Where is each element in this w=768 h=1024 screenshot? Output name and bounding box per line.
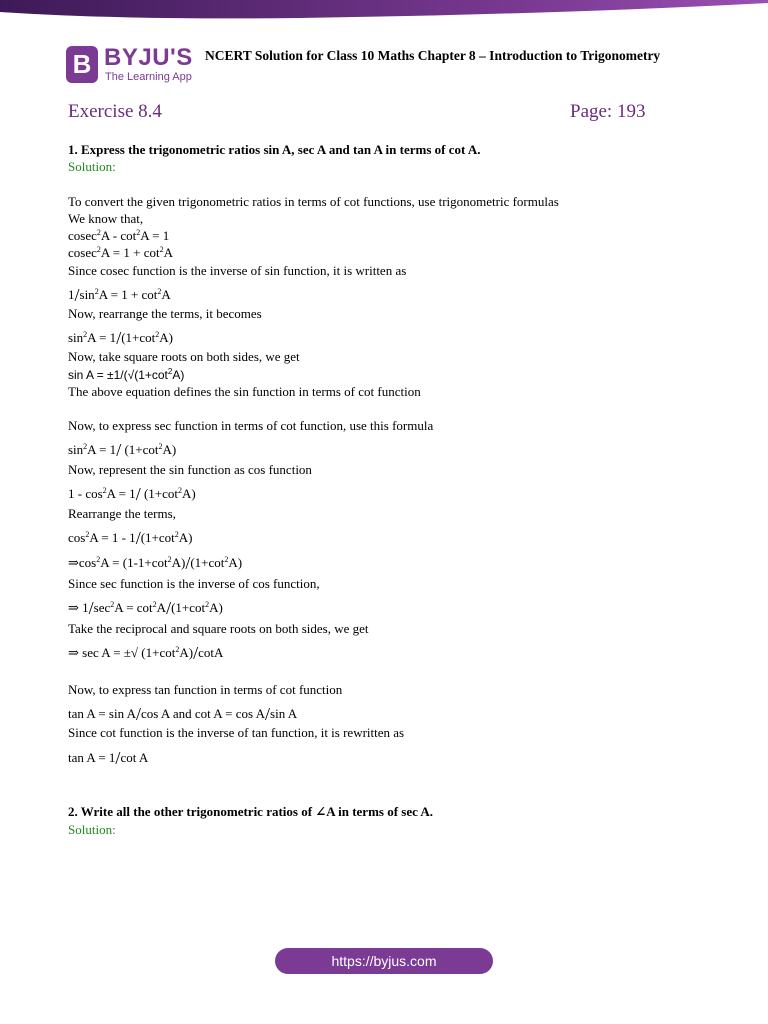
text-line: Since cosec function is the inverse of sin function, it is written as	[68, 263, 407, 278]
equation-line: $1 - \cos^2A = 1/$ $(1+\cot^2A)$	[68, 484, 196, 504]
equation-line: $\cos^2A = 1 - 1/(1+\cot^2A)$	[68, 528, 193, 548]
logo-mark: B	[66, 46, 98, 83]
footer-url-link[interactable]: https://byjus.com	[275, 948, 493, 974]
text-line: Now, rearrange the terms, it becomes	[68, 306, 262, 321]
logo-tagline: The Learning App	[105, 71, 192, 83]
text-line: Now, take square roots on both sides, we get	[68, 349, 300, 364]
text-line: Now, represent the sin function as cos function	[68, 462, 312, 477]
equation-line: $cosec^2A - \cot^2A = 1$	[68, 228, 170, 243]
question-1: 1. Express the trigonometric ratios sin A, sec A and tan A in terms of cot A.	[68, 142, 481, 157]
solution-label-2: Solution:	[68, 822, 116, 837]
equation-line: tan A = 1/cot A	[68, 748, 149, 768]
text-line: Now, to express sec function in terms of cot function, use this formula	[68, 418, 434, 433]
top-decorative-band	[0, 0, 768, 22]
text-line: We know that,	[68, 211, 144, 226]
equation-line: $\sin^2A = 1/$ $(1+\cot^2A)$	[68, 440, 177, 460]
equation-line: ⇒ sec A = ±√ $(1+\cot^2A)$/cotA	[68, 643, 224, 663]
equation-line: ⇒ $1/\sec^2A = \cot^2A/(1+\cot^2A)$	[68, 598, 223, 618]
question-2: 2. Write all the other trigonometric ratios of ∠A in terms of sec A.	[68, 804, 434, 819]
text-line: Now, to express tan function in terms of cot function	[68, 682, 343, 697]
text-line: Since sec function is the inverse of cos function,	[68, 576, 320, 591]
text-line: Take the reciprocal and square roots on both sides, we get	[68, 621, 369, 636]
byjus-logo	[66, 44, 206, 88]
equation-line: $\sin^2A = 1/(1+\cot^2A)$	[68, 328, 173, 348]
equation-line: $\sin A = \pm 1/(√(1+\cot^2A)$	[68, 367, 185, 382]
page-number: Page: 193	[570, 101, 646, 122]
text-line: The above equation defines the sin function in terms of cot function	[68, 384, 421, 399]
equation-line: $cosec^2A = 1 + \cot^2A$	[68, 245, 173, 260]
equation-line: $\Rightarrow\cos^2A = (1-1+\cot^2A)/(1+\cot^2A)$	[68, 553, 243, 573]
equation-line: $1/\sin^2A = 1 + \cot^2A$	[68, 285, 171, 305]
text-line: To convert the given trigonometric ratios in terms of cot functions, use trigonometric formulas	[68, 194, 559, 209]
text-line: Since cot function is the inverse of tan function, it is rewritten as	[68, 725, 405, 740]
exercise-title: Exercise 8.4	[68, 101, 162, 122]
equation-line: tan A = sin A/cos A and cot A = cos A/sin A	[68, 704, 298, 724]
text-line: Rearrange the terms,	[68, 506, 176, 521]
logo-wordmark: BYJU'S	[104, 44, 193, 71]
document-header-title: NCERT Solution for Class 10 Maths Chapter 8 – Introduction to Trigonometry	[205, 48, 661, 63]
solution-label-1: Solution:	[68, 159, 116, 174]
